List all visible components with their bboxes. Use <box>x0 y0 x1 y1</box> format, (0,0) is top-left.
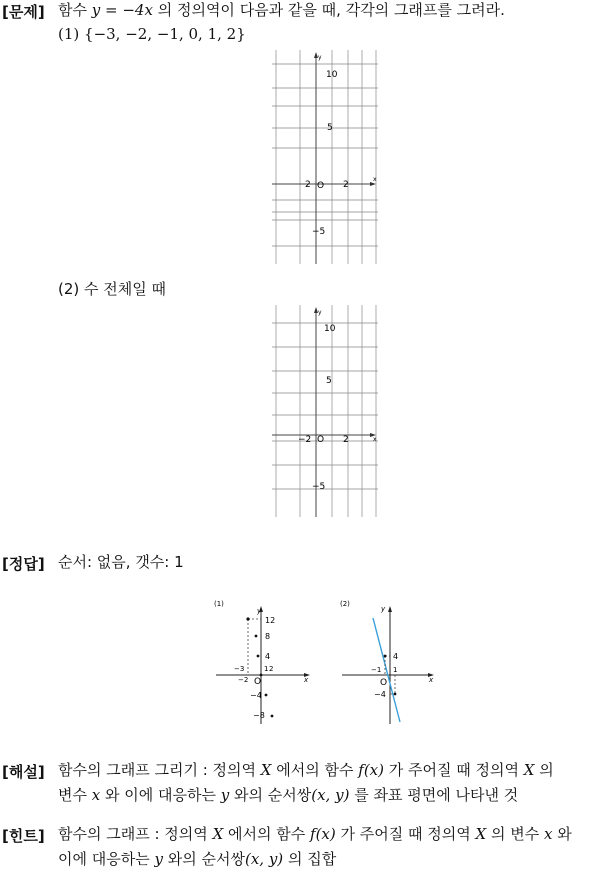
hint-line-1 <box>58 822 572 846</box>
hint-text: 와 <box>557 825 572 843</box>
graph-1-origin: O <box>254 677 262 687</box>
graph-2-label: (2) <box>340 600 350 608</box>
explanation-line-1 <box>58 758 554 782</box>
graph-1-x-label: x <box>304 676 309 684</box>
problem-part-1 <box>58 22 246 46</box>
graph-1-xtick-neg3: −3 <box>234 665 245 673</box>
explanation-var-y: y <box>220 786 230 804</box>
graph-1-point <box>265 694 268 697</box>
answer-tag: [정답] <box>2 555 45 573</box>
hint-text: 와의 순서쌍 <box>167 850 245 868</box>
hint-pair: (x, y) <box>244 850 284 868</box>
graph-1-y-label: y <box>257 607 262 615</box>
graph-2-ytick-4: 4 <box>393 652 399 661</box>
graph-1-xtick-neg2: −2 <box>238 676 249 684</box>
problem-line-1 <box>58 0 505 22</box>
graph-1-point <box>271 715 274 718</box>
part-1-domain-set: {−3, −2, −1, 0, 1, 2} <box>84 25 246 43</box>
graph-2-point <box>384 655 387 658</box>
graph-2-point <box>394 693 397 696</box>
grid-1-x-label: x <box>373 176 377 183</box>
explanation-text: 를 좌표 평면에 나타낸 것 <box>354 786 519 804</box>
graph-2-y-label: y <box>381 605 386 613</box>
graph-1-ytick-neg4: −4 <box>250 691 262 700</box>
explanation-text: 함수의 그래프 그리기 : 정의역 <box>58 761 257 779</box>
hint-text: 이에 대응하는 <box>58 850 150 868</box>
hint-text: 의 집합 <box>287 850 337 868</box>
grid-2-label-10: 10 <box>324 324 336 334</box>
graph-2-origin: O <box>380 678 388 688</box>
graph-1-point <box>255 635 258 638</box>
explanation-tag: [해설] <box>2 763 45 781</box>
graph-1-point <box>246 617 249 620</box>
hint-text: 함수의 그래프 : 정의역 <box>58 825 208 843</box>
answer-graph-1 <box>210 596 315 726</box>
grid-2-label-5: 5 <box>326 376 332 386</box>
graph-2-x-label: x <box>429 676 434 684</box>
explanation-text: 가 주어질 때 정의역 <box>388 761 519 779</box>
grid-1-label-neg2: 2 <box>305 180 311 190</box>
answer-text: 순서: 없음, 갯수: 1 <box>58 553 184 571</box>
hint-tag: [힌트] <box>2 827 45 845</box>
grid-2-origin: O <box>317 435 325 445</box>
graph-1-xtick-2: 2 <box>269 665 274 673</box>
grid-1-y-label: y <box>318 54 322 61</box>
grid-1 <box>272 50 378 264</box>
grid-2-label-neg2: −2 <box>298 435 312 445</box>
hint-text: 에서의 함수 <box>228 825 306 843</box>
graph-2-xtick-1: 1 <box>393 666 398 674</box>
graph-1-ytick-4: 4 <box>265 652 271 661</box>
explanation-var-x: x <box>91 786 101 804</box>
graph-1-ytick-12: 12 <box>265 616 276 625</box>
explanation-text: 의 <box>539 761 554 779</box>
hint-text: 의 변수 <box>491 825 540 843</box>
grid-1-label-5: 5 <box>327 123 333 133</box>
problem-part-2: (2) 수 전체일 때 <box>58 280 167 298</box>
grid-1-origin: O <box>317 181 325 191</box>
explanation-text: 에서의 함수 <box>276 761 354 779</box>
hint-text: 가 주어질 때 정의역 <box>340 825 471 843</box>
grid-1-label-neg5: −5 <box>312 227 326 237</box>
hint-var-y: y <box>154 850 163 868</box>
graph-2-ytick-neg4: −4 <box>374 690 386 699</box>
hint-line-2 <box>58 847 336 871</box>
explanation-text: 와의 순서쌍 <box>234 786 312 804</box>
grid-1-label-2: 2 <box>343 180 349 190</box>
explanation-text: 변수 <box>58 786 87 804</box>
graph-1-point <box>257 655 260 658</box>
explanation-func: f(x) <box>358 761 384 779</box>
problem-text-a: 함수 <box>58 1 87 19</box>
grid-2 <box>272 305 378 517</box>
graph-1-ytick-neg8: −8 <box>253 711 265 720</box>
hint-var-x: x <box>544 825 553 843</box>
hint-var-X: X <box>212 825 224 843</box>
explanation-line-2 <box>58 783 518 807</box>
graph-1-point <box>260 674 263 677</box>
hint-var-X: X <box>475 825 487 843</box>
grid-2-x-label: x <box>373 436 377 443</box>
grid-2-y-label: y <box>318 309 322 316</box>
explanation-var-X: X <box>260 761 272 779</box>
hint-func: f(x) <box>310 825 336 843</box>
part-1-label: (1) <box>58 25 80 43</box>
problem-tag: [문제] <box>2 3 45 21</box>
graph-1-label: (1) <box>214 600 224 608</box>
graph-1-ytick-8: 8 <box>265 632 271 641</box>
graph-2-xtick-neg1: −1 <box>371 666 382 674</box>
problem-text-b: 의 정의역이 다음과 같을 때, 각각의 그래프를 그려라. <box>157 1 505 19</box>
grid-1-label-10: 10 <box>326 70 338 80</box>
grid-2-label-2: 2 <box>343 435 349 445</box>
explanation-var-X: X <box>523 761 535 779</box>
explanation-pair: (x, y) <box>311 786 350 804</box>
explanation-text: 와 이에 대응하는 <box>105 786 216 804</box>
problem-equation: y = −4x <box>91 1 153 19</box>
graph-1-xtick-1: 1 <box>264 665 269 673</box>
answer-graph-2 <box>336 596 441 726</box>
grid-2-label-neg5: −5 <box>312 482 326 492</box>
